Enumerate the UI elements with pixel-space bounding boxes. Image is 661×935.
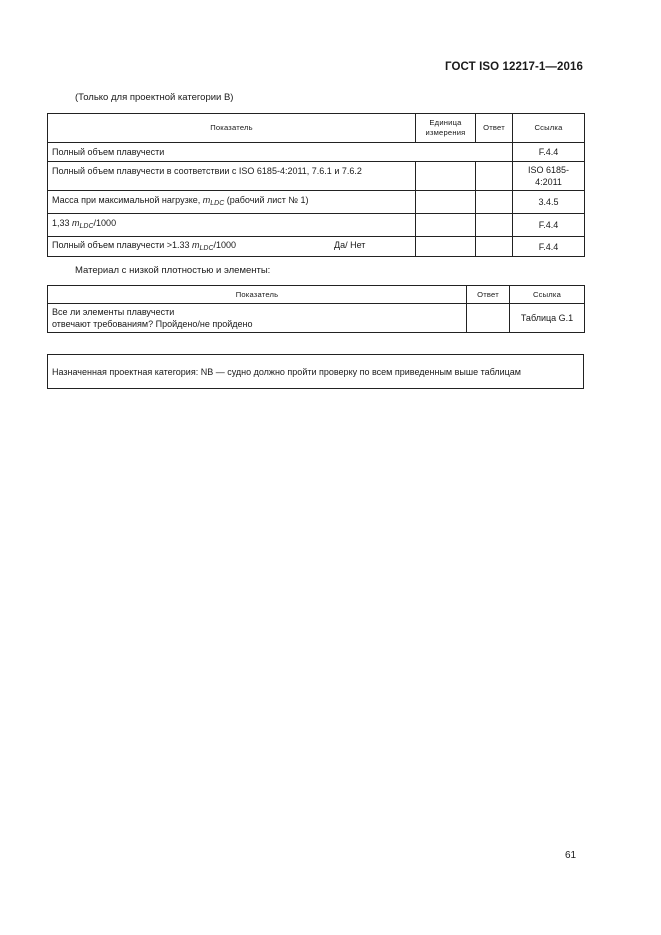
row-reference: F.4.4 <box>513 143 585 162</box>
header-reference: Ссылка <box>513 114 585 143</box>
buoyancy-table <box>47 113 585 257</box>
table-row <box>48 162 585 191</box>
label-prefix: 1,33 <box>52 218 73 228</box>
row-label: Полный объем плавучести <box>48 143 513 162</box>
row-label <box>48 237 416 257</box>
symbol-subscript: LDC <box>210 200 225 207</box>
table-header-row <box>48 286 585 304</box>
row-reference: F.4.4 <box>513 214 585 237</box>
section-note-low-density: Материал с низкой плотностью и элементы: <box>75 265 271 276</box>
table-row <box>48 304 585 333</box>
row-unit-cell <box>416 214 476 237</box>
document-code: ГОСТ ISO 12217-1—2016 <box>445 61 583 73</box>
table-row <box>48 191 585 214</box>
row-answer-cell <box>476 214 513 237</box>
row-answer-cell <box>476 162 513 191</box>
table-row <box>48 355 584 389</box>
section-note-category-b: (Только для проектной категории В) <box>75 92 234 103</box>
row-reference: F.4.4 <box>513 237 585 257</box>
row-reference: Таблица G.1 <box>510 304 585 333</box>
table-header-row <box>48 114 585 143</box>
symbol-subscript: LDC <box>79 223 94 230</box>
table-row <box>48 237 585 257</box>
label-suffix: /1000 <box>93 218 117 228</box>
row-answer-cell <box>476 237 513 257</box>
assigned-category-box <box>47 354 584 389</box>
header-indicator: Показатель <box>48 114 416 143</box>
row-reference: ISO 6185-4:2011 <box>513 162 585 191</box>
row-reference: 3.4.5 <box>513 191 585 214</box>
row-unit-cell <box>416 237 476 257</box>
row-unit-cell <box>416 191 476 214</box>
yes-no-option: Да/ Нет <box>334 239 366 250</box>
row-label <box>48 304 467 333</box>
header-indicator: Показатель <box>48 286 467 304</box>
row-label <box>48 191 416 214</box>
row-label-line-2: отвечают требованиям? Пройдено/не пройдено <box>52 319 253 329</box>
header-reference: Ссылка <box>510 286 585 304</box>
header-answer: Ответ <box>467 286 510 304</box>
row-label: Полный объем плавучести в соответствии с ISO 6185-4:2011, 7.6.1 и 7.6.2 <box>48 162 416 191</box>
table-row <box>48 143 585 162</box>
symbol-m: m <box>202 195 211 205</box>
row-answer-cell <box>467 304 510 333</box>
row-answer-cell <box>476 191 513 214</box>
symbol-m: m <box>192 239 200 250</box>
header-answer: Ответ <box>476 114 513 143</box>
table-row <box>48 214 585 237</box>
label-suffix: (рабочий лист № 1) <box>224 195 309 205</box>
row-label <box>48 214 416 237</box>
page-number: 61 <box>565 850 577 861</box>
label-prefix: Масса при максимальной нагрузке, <box>52 195 203 205</box>
label-suffix: /1000 <box>213 239 237 250</box>
symbol-m: m <box>72 218 80 228</box>
label-prefix: Полный объем плавучести >1.33 <box>52 239 193 250</box>
symbol-subscript: LDC <box>199 244 214 252</box>
low-density-table <box>47 285 585 333</box>
row-unit-cell <box>416 162 476 191</box>
assigned-category-text: Назначенная проектная категория: NB — судно должно пройти проверку по всем приведенным выше таблицам <box>48 355 584 389</box>
row-label-line-1: Все ли элементы плавучести <box>52 307 175 317</box>
header-unit: Единица измерения <box>416 114 476 143</box>
